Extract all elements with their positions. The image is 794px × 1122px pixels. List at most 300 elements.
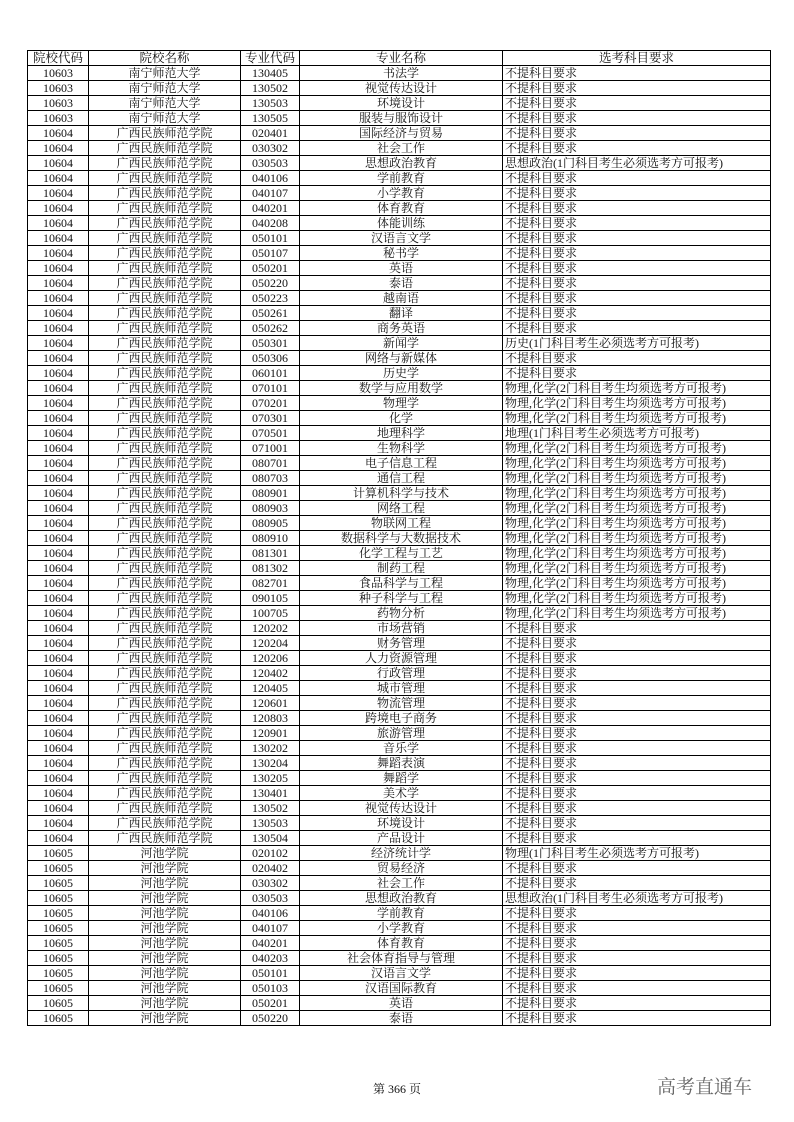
school-name-cell: 河池学院 [89,921,241,936]
header-school-name: 院校名称 [89,51,241,66]
major-name-cell: 地理科学 [300,426,503,441]
school-code-cell: 10604 [28,171,89,186]
major-name-cell: 视觉传达设计 [300,81,503,96]
subject-requirement-cell: 不提科目要求 [503,81,771,96]
school-name-cell: 广西民族师范学院 [89,831,241,846]
table-row [28,966,771,981]
major-name-cell: 物流管理 [300,696,503,711]
table-row [28,816,771,831]
school-name-cell: 河池学院 [89,936,241,951]
table-row [28,981,771,996]
major-name-cell: 英语 [300,996,503,1011]
school-name-cell: 广西民族师范学院 [89,441,241,456]
table-row [28,501,771,516]
table-row [28,891,771,906]
school-code-cell: 10604 [28,636,89,651]
major-code-cell: 120405 [241,681,300,696]
school-code-cell: 10603 [28,81,89,96]
table-row [28,531,771,546]
school-code-cell: 10603 [28,111,89,126]
major-name-cell: 英语 [300,261,503,276]
subject-requirement-cell: 物理,化学(2门科目考生均须选考方可报考) [503,456,771,471]
subject-requirement-cell: 不提科目要求 [503,696,771,711]
major-name-cell: 种子科学与工程 [300,591,503,606]
brand-watermark: 高考直通车 [657,1076,753,1098]
major-name-cell: 环境设计 [300,816,503,831]
table-row [28,546,771,561]
major-code-cell: 050301 [241,336,300,351]
subject-requirement-cell: 地理(1门科目考生必须选考方可报考) [503,426,771,441]
major-code-cell: 040201 [241,936,300,951]
school-code-cell: 10604 [28,576,89,591]
school-name-cell: 广西民族师范学院 [89,156,241,171]
table-row [28,486,771,501]
major-code-cell: 050201 [241,996,300,1011]
major-code-cell: 130204 [241,756,300,771]
school-name-cell: 南宁师范大学 [89,111,241,126]
school-code-cell: 10604 [28,381,89,396]
school-code-cell: 10605 [28,966,89,981]
school-code-cell: 10604 [28,396,89,411]
school-code-cell: 10604 [28,606,89,621]
major-code-cell: 050261 [241,306,300,321]
major-name-cell: 体育教育 [300,936,503,951]
major-code-cell: 130202 [241,741,300,756]
school-code-cell: 10605 [28,921,89,936]
school-name-cell: 河池学院 [89,861,241,876]
subject-requirement-cell: 不提科目要求 [503,711,771,726]
subject-requirement-cell: 不提科目要求 [503,306,771,321]
major-code-cell: 080910 [241,531,300,546]
school-code-cell: 10604 [28,711,89,726]
subject-requirement-cell: 物理,化学(2门科目考生均须选考方可报考) [503,531,771,546]
major-name-cell: 计算机科学与技术 [300,486,503,501]
major-name-cell: 新闻学 [300,336,503,351]
school-code-cell: 10604 [28,141,89,156]
school-name-cell: 广西民族师范学院 [89,726,241,741]
table-row [28,351,771,366]
major-code-cell: 050101 [241,966,300,981]
school-name-cell: 广西民族师范学院 [89,141,241,156]
school-code-cell: 10604 [28,336,89,351]
major-name-cell: 书法学 [300,66,503,81]
table-body [28,66,771,1026]
subject-requirement-cell: 不提科目要求 [503,966,771,981]
table-row [28,156,771,171]
major-code-cell: 130502 [241,81,300,96]
school-code-cell: 10605 [28,981,89,996]
subject-requirement-cell: 不提科目要求 [503,816,771,831]
school-name-cell: 广西民族师范学院 [89,171,241,186]
school-name-cell: 广西民族师范学院 [89,651,241,666]
major-name-cell: 音乐学 [300,741,503,756]
school-name-cell: 广西民族师范学院 [89,546,241,561]
major-name-cell: 体能训练 [300,216,503,231]
school-code-cell: 10604 [28,411,89,426]
major-name-cell: 社会工作 [300,141,503,156]
major-code-cell: 120803 [241,711,300,726]
major-code-cell: 030503 [241,891,300,906]
major-code-cell: 080903 [241,501,300,516]
major-code-cell: 130503 [241,816,300,831]
school-name-cell: 广西民族师范学院 [89,531,241,546]
school-code-cell: 10604 [28,756,89,771]
school-code-cell: 10603 [28,66,89,81]
school-name-cell: 广西民族师范学院 [89,336,241,351]
subject-requirement-cell: 不提科目要求 [503,111,771,126]
school-name-cell: 广西民族师范学院 [89,456,241,471]
school-name-cell: 广西民族师范学院 [89,801,241,816]
school-code-cell: 10604 [28,771,89,786]
table-row [28,471,771,486]
table-row [28,186,771,201]
subject-requirement-cell: 不提科目要求 [503,741,771,756]
major-code-cell: 120402 [241,666,300,681]
subject-requirement-cell: 不提科目要求 [503,726,771,741]
subject-requirement-cell: 物理,化学(2门科目考生均须选考方可报考) [503,471,771,486]
school-name-cell: 广西民族师范学院 [89,216,241,231]
major-code-cell: 130503 [241,96,300,111]
school-code-cell: 10604 [28,726,89,741]
major-code-cell: 120204 [241,636,300,651]
school-name-cell: 广西民族师范学院 [89,486,241,501]
major-code-cell: 050201 [241,261,300,276]
major-name-cell: 社会体育指导与管理 [300,951,503,966]
school-code-cell: 10604 [28,456,89,471]
table-row [28,81,771,96]
school-code-cell: 10604 [28,816,89,831]
table-row [28,261,771,276]
table-row [28,171,771,186]
major-name-cell: 通信工程 [300,471,503,486]
school-code-cell: 10604 [28,441,89,456]
school-code-cell: 10603 [28,96,89,111]
table-row [28,906,771,921]
major-name-cell: 小学教育 [300,186,503,201]
school-code-cell: 10604 [28,831,89,846]
table-row [28,426,771,441]
major-code-cell: 130405 [241,66,300,81]
school-name-cell: 广西民族师范学院 [89,576,241,591]
table-row [28,441,771,456]
major-name-cell: 商务英语 [300,321,503,336]
school-name-cell: 广西民族师范学院 [89,771,241,786]
school-code-cell: 10604 [28,741,89,756]
major-code-cell: 130502 [241,801,300,816]
major-code-cell: 071001 [241,441,300,456]
school-name-cell: 河池学院 [89,891,241,906]
table-row [28,66,771,81]
school-code-cell: 10604 [28,261,89,276]
school-code-cell: 10604 [28,801,89,816]
table-row [28,651,771,666]
major-name-cell: 经济统计学 [300,846,503,861]
school-code-cell: 10604 [28,696,89,711]
table-row [28,756,771,771]
major-name-cell: 舞蹈学 [300,771,503,786]
major-code-cell: 120601 [241,696,300,711]
major-code-cell: 040106 [241,171,300,186]
major-name-cell: 物联网工程 [300,516,503,531]
major-name-cell: 食品科学与工程 [300,576,503,591]
subject-requirement-cell: 物理,化学(2门科目考生均须选考方可报考) [503,576,771,591]
school-code-cell: 10605 [28,1011,89,1026]
table-row [28,231,771,246]
table-row [28,291,771,306]
school-code-cell: 10605 [28,936,89,951]
table-row [28,141,771,156]
subject-requirement-cell: 不提科目要求 [503,96,771,111]
table-row [28,336,771,351]
school-name-cell: 广西民族师范学院 [89,246,241,261]
major-code-cell: 020402 [241,861,300,876]
school-name-cell: 广西民族师范学院 [89,681,241,696]
major-code-cell: 081302 [241,561,300,576]
school-code-cell: 10604 [28,531,89,546]
subject-requirement-cell: 不提科目要求 [503,291,771,306]
major-code-cell: 070501 [241,426,300,441]
table-row [28,726,771,741]
subject-requirement-cell: 不提科目要求 [503,1011,771,1026]
school-name-cell: 广西民族师范学院 [89,696,241,711]
subject-requirement-cell: 不提科目要求 [503,186,771,201]
table-row [28,741,771,756]
subject-requirement-cell: 不提科目要求 [503,996,771,1011]
school-code-cell: 10604 [28,156,89,171]
major-code-cell: 080701 [241,456,300,471]
school-name-cell: 广西民族师范学院 [89,276,241,291]
page-number: 第 366 页 [372,1082,421,1096]
school-name-cell: 河池学院 [89,951,241,966]
subject-requirement-cell: 物理(1门科目考生必须选考方可报考) [503,846,771,861]
school-code-cell: 10604 [28,231,89,246]
major-name-cell: 网络工程 [300,501,503,516]
major-code-cell: 080901 [241,486,300,501]
major-code-cell: 030302 [241,876,300,891]
table-header-row [28,51,771,66]
header-subject-requirement: 选考科目要求 [503,51,771,66]
table-row [28,321,771,336]
school-name-cell: 广西民族师范学院 [89,591,241,606]
major-name-cell: 网络与新媒体 [300,351,503,366]
table-row [28,636,771,651]
table-row [28,96,771,111]
major-code-cell: 070101 [241,381,300,396]
subject-requirement-cell: 不提科目要求 [503,621,771,636]
subject-requirement-cell: 不提科目要求 [503,636,771,651]
school-name-cell: 广西民族师范学院 [89,321,241,336]
subject-requirement-cell: 不提科目要求 [503,681,771,696]
major-name-cell: 财务管理 [300,636,503,651]
school-name-cell: 广西民族师范学院 [89,261,241,276]
subject-requirement-cell: 不提科目要求 [503,981,771,996]
school-code-cell: 10604 [28,216,89,231]
subject-requirement-cell: 物理,化学(2门科目考生均须选考方可报考) [503,516,771,531]
school-code-cell: 10604 [28,426,89,441]
major-name-cell: 体育教育 [300,201,503,216]
subject-requirement-cell: 不提科目要求 [503,876,771,891]
major-name-cell: 汉语国际教育 [300,981,503,996]
major-name-cell: 思想政治教育 [300,156,503,171]
school-code-cell: 10604 [28,666,89,681]
major-name-cell: 数学与应用数学 [300,381,503,396]
major-name-cell: 化学 [300,411,503,426]
subject-requirement-cell: 不提科目要求 [503,321,771,336]
subject-requirement-cell: 不提科目要求 [503,786,771,801]
subject-requirement-cell: 不提科目要求 [503,756,771,771]
school-code-cell: 10605 [28,891,89,906]
school-name-cell: 河池学院 [89,1011,241,1026]
major-code-cell: 060101 [241,366,300,381]
subject-requirement-cell: 不提科目要求 [503,906,771,921]
major-code-cell: 040201 [241,201,300,216]
major-name-cell: 翻译 [300,306,503,321]
major-name-cell: 视觉传达设计 [300,801,503,816]
table-row [28,1011,771,1026]
school-code-cell: 10604 [28,516,89,531]
major-code-cell: 090105 [241,591,300,606]
school-name-cell: 广西民族师范学院 [89,741,241,756]
major-name-cell: 数据科学与大数据技术 [300,531,503,546]
subject-requirement-cell: 物理,化学(2门科目考生均须选考方可报考) [503,441,771,456]
major-code-cell: 130205 [241,771,300,786]
major-code-cell: 020102 [241,846,300,861]
table-row [28,711,771,726]
school-name-cell: 广西民族师范学院 [89,351,241,366]
table-row [28,951,771,966]
school-name-cell: 广西民族师范学院 [89,786,241,801]
school-name-cell: 河池学院 [89,846,241,861]
table-row [28,681,771,696]
table-row [28,921,771,936]
school-name-cell: 广西民族师范学院 [89,606,241,621]
major-name-cell: 物理学 [300,396,503,411]
major-name-cell: 制药工程 [300,561,503,576]
major-code-cell: 100705 [241,606,300,621]
school-name-cell: 广西民族师范学院 [89,201,241,216]
major-code-cell: 120202 [241,621,300,636]
school-name-cell: 广西民族师范学院 [89,291,241,306]
table-row [28,561,771,576]
school-name-cell: 广西民族师范学院 [89,381,241,396]
school-code-cell: 10604 [28,366,89,381]
major-name-cell: 市场营销 [300,621,503,636]
table-row [28,861,771,876]
table-row [28,111,771,126]
table-row [28,366,771,381]
table-row [28,576,771,591]
school-code-cell: 10605 [28,846,89,861]
school-name-cell: 河池学院 [89,876,241,891]
school-name-cell: 河池学院 [89,966,241,981]
table-row [28,996,771,1011]
major-name-cell: 汉语言文学 [300,966,503,981]
major-code-cell: 070201 [241,396,300,411]
major-code-cell: 030302 [241,141,300,156]
major-code-cell: 040107 [241,921,300,936]
table-row [28,591,771,606]
school-name-cell: 广西民族师范学院 [89,186,241,201]
subject-requirement-cell: 物理,化学(2门科目考生均须选考方可报考) [503,501,771,516]
major-name-cell: 行政管理 [300,666,503,681]
subject-requirement-cell: 不提科目要求 [503,651,771,666]
school-name-cell: 广西民族师范学院 [89,816,241,831]
major-code-cell: 080703 [241,471,300,486]
major-code-cell: 040203 [241,951,300,966]
table-row [28,696,771,711]
admission-requirements-table [27,50,771,1026]
school-name-cell: 河池学院 [89,996,241,1011]
table-row [28,396,771,411]
major-code-cell: 050107 [241,246,300,261]
major-code-cell: 081301 [241,546,300,561]
major-name-cell: 学前教育 [300,171,503,186]
subject-requirement-cell: 不提科目要求 [503,921,771,936]
major-name-cell: 泰语 [300,1011,503,1026]
school-code-cell: 10604 [28,486,89,501]
major-name-cell: 产品设计 [300,831,503,846]
school-code-cell: 10604 [28,351,89,366]
subject-requirement-cell: 物理,化学(2门科目考生均须选考方可报考) [503,486,771,501]
school-name-cell: 广西民族师范学院 [89,636,241,651]
major-name-cell: 秘书学 [300,246,503,261]
school-code-cell: 10604 [28,126,89,141]
header-major-code: 专业代码 [241,51,300,66]
school-name-cell: 广西民族师范学院 [89,756,241,771]
subject-requirement-cell: 不提科目要求 [503,141,771,156]
subject-requirement-cell: 物理,化学(2门科目考生均须选考方可报考) [503,546,771,561]
subject-requirement-cell: 不提科目要求 [503,231,771,246]
major-name-cell: 人力资源管理 [300,651,503,666]
major-name-cell: 城市管理 [300,681,503,696]
school-code-cell: 10604 [28,561,89,576]
table-row [28,306,771,321]
major-code-cell: 040208 [241,216,300,231]
school-name-cell: 河池学院 [89,906,241,921]
subject-requirement-cell: 不提科目要求 [503,261,771,276]
subject-requirement-cell: 物理,化学(2门科目考生均须选考方可报考) [503,411,771,426]
school-name-cell: 广西民族师范学院 [89,126,241,141]
subject-requirement-cell: 不提科目要求 [503,276,771,291]
major-name-cell: 学前教育 [300,906,503,921]
school-name-cell: 广西民族师范学院 [89,561,241,576]
subject-requirement-cell: 物理,化学(2门科目考生均须选考方可报考) [503,591,771,606]
school-name-cell: 广西民族师范学院 [89,366,241,381]
school-name-cell: 河池学院 [89,981,241,996]
major-name-cell: 越南语 [300,291,503,306]
major-code-cell: 050103 [241,981,300,996]
table-row [28,876,771,891]
school-name-cell: 南宁师范大学 [89,81,241,96]
subject-requirement-cell: 不提科目要求 [503,201,771,216]
school-name-cell: 广西民族师范学院 [89,621,241,636]
subject-requirement-cell: 物理,化学(2门科目考生均须选考方可报考) [503,396,771,411]
major-name-cell: 泰语 [300,276,503,291]
table-row [28,216,771,231]
subject-requirement-cell: 不提科目要求 [503,246,771,261]
subject-requirement-cell: 不提科目要求 [503,171,771,186]
major-code-cell: 050220 [241,1011,300,1026]
major-code-cell: 130505 [241,111,300,126]
major-code-cell: 120206 [241,651,300,666]
major-code-cell: 030503 [241,156,300,171]
school-name-cell: 广西民族师范学院 [89,666,241,681]
school-name-cell: 广西民族师范学院 [89,501,241,516]
table-row [28,831,771,846]
major-name-cell: 国际经济与贸易 [300,126,503,141]
school-name-cell: 广西民族师范学院 [89,396,241,411]
subject-requirement-cell: 不提科目要求 [503,831,771,846]
